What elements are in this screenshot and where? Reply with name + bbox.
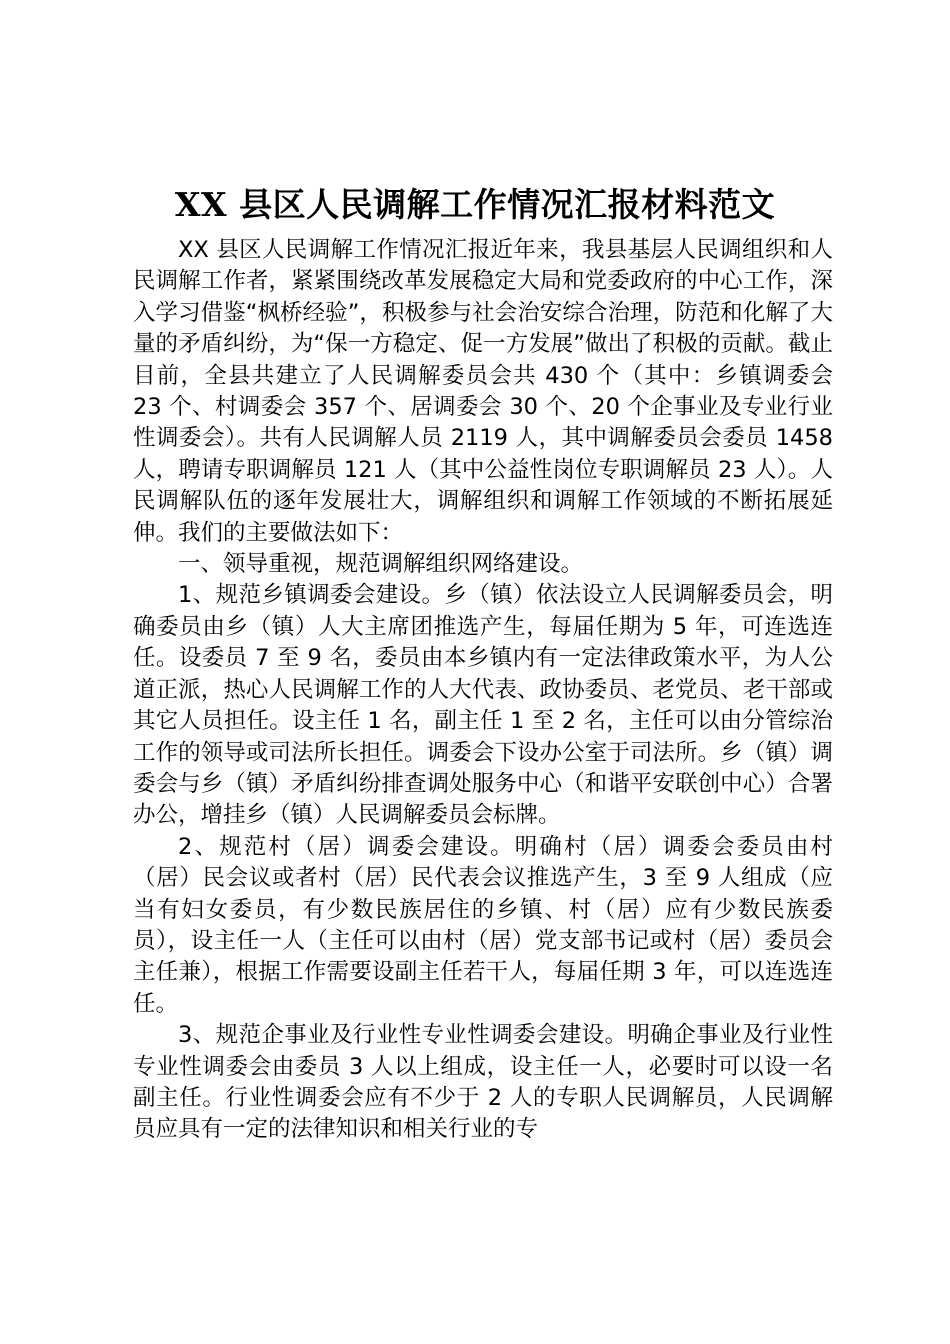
paragraph-item-3: 3、规范企事业及行业性专业性调委会建设。明确企事业及行业性专业性调委会由委员 3 人以上组成，设主任一人，必要时可以设一名副主任。行业性调委会应有不少于 2 人的专职人民调解员，人民调解员应具有一定的法律知识和相关行业的专 [133,1022,833,1143]
paragraph-section-heading-1: 一、领导重视，规范调解组织网络建设。 [178,551,584,578]
paragraph-intro: XX 县区人民调解工作情况汇报近年来，我县基层人民调组织和人民调解工作者，紧紧围绕改革发展稳定大局和党委政府的中心工作，深入学习借鉴“枫桥经验”，积极参与社会治安综合治理，防范和化解了大量的矛盾纠纷，为“保一方稳定、促一方发展”做出了积极的贡献。截止目前，全县共建立了人民调解委员会共 430 个（其中：乡镇调委会 23 个、村调委会 357 个、居调委会 30 个、20 个企事业及专业行业性调委会）。共有人民调解人员 2119 人，其中调解委员会委员 1458 人，聘请专职调解员 121 人（其中公益性岗位专职调解员 23 人）。人民调解队伍的逐年发展壮大，调解组织和调解工作领域的不断拓展延伸。我们的主要做法如下： [133,237,833,546]
paragraph-item-2: 2、规范村（居）调委会建设。明确村（居）调委会委员由村（居）民会议或者村（居）民代表会议推选产生，3 至 9 人组成（应当有妇女委员，有少数民族居住的乡镇、村（居）应有少数民族委员），设主任一人（主任可以由村（居）党支部书记或村（居）委员会主任兼），根据工作需要设副主任若干人，每届任期 3 年，可以连选连任。 [133,833,833,1017]
paragraph-item-1: 1、规范乡镇调委会建设。乡（镇）依法设立人民调解委员会，明确委员由乡（镇）人大主席团推选产生，每届任期为 5 年，可连选连任。设委员 7 至 9 名，委员由本乡镇内有一定法律政策水平，为人公道正派，热心人民调解工作的人大代表、政协委员、老党员、老干部或其它人员担任。设主任 1 名，副主任 1 至 2 名，主任可以由分管综治工作的领导或司法所长担任。调委会下设办公室于司法所。乡（镇）调委会与乡（镇）矛盾纠纷排查调处服务中心（和谐平安联创中心）合署办公，增挂乡（镇）人民调解委员会标牌。 [133,582,833,829]
document-title: XX 县区人民调解工作情况汇报材料范文 [174,185,776,224]
document-body [133,235,833,1146]
